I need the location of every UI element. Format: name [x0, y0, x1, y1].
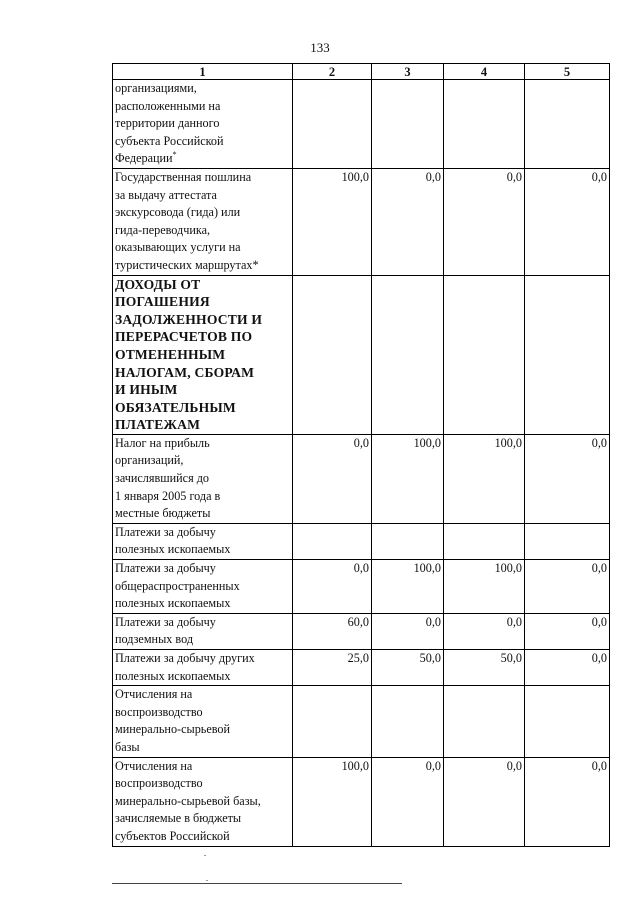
cell-value — [372, 686, 444, 757]
scan-speck — [204, 855, 206, 856]
column-header: 4 — [444, 64, 525, 80]
cell-value — [444, 686, 525, 757]
cell-value: 100,0 — [293, 168, 372, 275]
row-label: Государственная пошлина за выдачу аттестата экскурсовода (гида) или гида-переводчика, оказывающих услуги на туристических маршрутах* — [113, 168, 293, 275]
column-header: 3 — [372, 64, 444, 80]
cell-value: 60,0 — [293, 613, 372, 649]
cell-value — [372, 275, 444, 434]
table-row — [113, 80, 610, 169]
cell-value: 0,0 — [372, 613, 444, 649]
cell-value: 0,0 — [444, 168, 525, 275]
table-row — [113, 686, 610, 757]
table-row — [113, 168, 610, 275]
cell-value — [525, 80, 610, 169]
cell-value: 50,0 — [444, 650, 525, 686]
cell-value: 100,0 — [444, 434, 525, 523]
table-row — [113, 523, 610, 559]
row-label: Платежи за добычу подземных вод — [113, 613, 293, 649]
cell-value: 100,0 — [372, 560, 444, 614]
page-number: 133 — [310, 40, 330, 55]
cell-value — [444, 275, 525, 434]
table-header-row — [113, 64, 610, 80]
cell-value — [372, 523, 444, 559]
table-row — [113, 613, 610, 649]
footnote-rule — [112, 883, 402, 884]
cell-value: 0,0 — [525, 613, 610, 649]
cell-value: 0,0 — [444, 613, 525, 649]
row-label: организациями, расположенными на территории данного субъекта Российской Федерации* — [113, 80, 293, 169]
cell-value: 25,0 — [293, 650, 372, 686]
cell-value: 0,0 — [525, 560, 610, 614]
cell-value — [525, 686, 610, 757]
scan-speck — [206, 880, 208, 881]
row-label: Платежи за добычу общераспространенных полезных ископаемых — [113, 560, 293, 614]
cell-value: 0,0 — [293, 434, 372, 523]
cell-value: 0,0 — [293, 560, 372, 614]
cell-value: 100,0 — [293, 757, 372, 846]
cell-value — [372, 80, 444, 169]
row-label: Платежи за добычу полезных ископаемых — [113, 523, 293, 559]
column-header: 5 — [525, 64, 610, 80]
cell-value: 0,0 — [444, 757, 525, 846]
section-heading: ДОХОДЫ ОТ ПОГАШЕНИЯ ЗАДОЛЖЕННОСТИ И ПЕРЕРАСЧЕТОВ ПО ОТМЕНЕННЫМ НАЛОГАМ, СБОРАМ И ИНЫМ ОБЯЗАТЕЛЬНЫМ ПЛАТЕЖАМ — [113, 275, 293, 434]
cell-value: 0,0 — [525, 434, 610, 523]
row-label: Отчисления на воспроизводство минерально-сырьевой базы — [113, 686, 293, 757]
row-label: Платежи за добычу других полезных ископаемых — [113, 650, 293, 686]
cell-value: 0,0 — [525, 757, 610, 846]
column-header: 2 — [293, 64, 372, 80]
cell-value: 100,0 — [372, 434, 444, 523]
cell-value — [293, 80, 372, 169]
table-row — [113, 560, 610, 614]
row-label: Отчисления на воспроизводство минерально-сырьевой базы, зачисляемые в бюджеты субъектов Российской — [113, 757, 293, 846]
column-header: 1 — [113, 64, 293, 80]
cell-value: 50,0 — [372, 650, 444, 686]
cell-value — [525, 523, 610, 559]
table-row — [113, 275, 610, 434]
cell-value: 0,0 — [372, 757, 444, 846]
table-row — [113, 434, 610, 523]
cell-value — [293, 523, 372, 559]
cell-value — [444, 80, 525, 169]
cell-value: 0,0 — [372, 168, 444, 275]
cell-value — [293, 275, 372, 434]
row-label: Налог на прибыль организаций, зачислявшийся до 1 января 2005 года в местные бюджеты — [113, 434, 293, 523]
table-row — [113, 650, 610, 686]
cell-value — [525, 275, 610, 434]
cell-value: 0,0 — [525, 168, 610, 275]
cell-value: 100,0 — [444, 560, 525, 614]
table-row — [113, 757, 610, 846]
revenue-distribution-table — [112, 63, 610, 847]
cell-value — [444, 523, 525, 559]
cell-value — [293, 686, 372, 757]
cell-value: 0,0 — [525, 650, 610, 686]
